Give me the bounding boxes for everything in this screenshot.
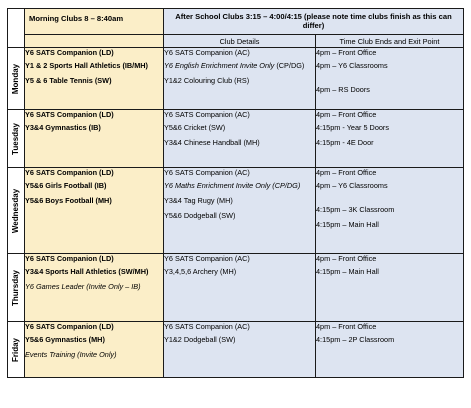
- club-name-text: Y3&4 Tag Rugy (MH): [164, 195, 233, 205]
- club-name-text: Y1&2 Colouring Club (RS): [164, 75, 250, 85]
- day-label-cell: [8, 110, 25, 168]
- club-details-header: Club Details: [164, 35, 316, 48]
- time-exit-item: 4pm – Y6 Classrooms: [316, 60, 388, 70]
- after-school-club-item: [164, 48, 315, 59]
- club-details-cell: [164, 48, 316, 110]
- time-exit-item: 4pm – Front Office: [316, 322, 377, 332]
- day-label-cell: [8, 254, 25, 322]
- invite-only-club-text: Y6 English Enrichment Invite Only: [164, 60, 275, 70]
- after-school-header: After School Clubs 3:15 – 4:00/4:15 (please note time clubs finish as this can differ): [164, 9, 464, 35]
- after-school-club-item: [164, 76, 315, 87]
- club-details-cell: [164, 168, 316, 254]
- club-details-cell: [164, 254, 316, 322]
- club-name-text: Y6 SATS Companion (AC): [164, 110, 250, 120]
- time-exit-cell: [316, 48, 464, 110]
- club-name-text: Y1&2 Dodgeball (SW): [164, 334, 236, 344]
- time-exit-item: 4pm – Front Office: [316, 254, 377, 264]
- day-label: Friday: [11, 337, 21, 362]
- morning-club-item: Y6 SATS Companion (LD): [25, 254, 114, 264]
- after-school-club-item: [164, 322, 315, 333]
- club-name-text: Y6 SATS Companion (AC): [164, 254, 250, 264]
- day-label-cell: [8, 322, 25, 378]
- morning-club-item: Y6 SATS Companion (LD): [25, 110, 114, 120]
- morning-club-item: Y5&6 Boys Football (MH): [25, 195, 112, 205]
- after-school-club-item: [164, 181, 315, 192]
- club-details-cell: [164, 322, 316, 378]
- morning-club-item: Y6 SATS Companion (LD): [25, 322, 114, 332]
- time-exit-item: 4pm – Front Office: [316, 110, 377, 120]
- morning-club-item: Y5&6 Gymnastics (MH): [25, 334, 105, 344]
- club-staff-initials: (CP/DG): [274, 60, 305, 70]
- club-name-text: Y6 SATS Companion (AC): [164, 322, 250, 332]
- morning-clubs-cell: [25, 322, 164, 378]
- after-school-club-item: [164, 254, 315, 265]
- after-school-club-item: [164, 61, 315, 72]
- time-exit-header: Time Club Ends and Exit Point: [316, 35, 464, 48]
- time-exit-item: 4:15pm – Main Hall: [316, 266, 379, 276]
- morning-clubs-cell: [25, 110, 164, 168]
- corner-cell: [8, 9, 25, 48]
- morning-subheader-blank: [25, 35, 164, 48]
- invite-only-club-text: Y6 Maths Enrichment Invite Only (CP/DG): [164, 180, 301, 190]
- after-school-club-item: [164, 267, 315, 278]
- club-name-text: Y5&6 Dodgeball (SW): [164, 210, 236, 220]
- morning-club-item: Y6 SATS Companion (LD): [25, 168, 114, 178]
- time-exit-item: 4pm – Y6 Classrooms: [316, 180, 388, 190]
- morning-club-item: Y3&4 Gymnastics (IB): [25, 122, 101, 132]
- club-name-text: Y3,4,5,6 Archery (MH): [164, 266, 237, 276]
- club-name-text: Y5&6 Cricket (SW): [164, 122, 226, 132]
- time-exit-cell: [316, 168, 464, 254]
- club-name-text: Y3&4 Chinese Handball (MH): [164, 137, 260, 147]
- time-exit-cell: [316, 322, 464, 378]
- morning-clubs-header: Morning Clubs 8 – 8:40am: [25, 9, 164, 35]
- after-school-club-item: [164, 335, 315, 346]
- day-label: Monday: [11, 63, 21, 94]
- morning-club-item: Y6 SATS Companion (LD): [25, 48, 114, 58]
- header-row: [8, 9, 464, 35]
- time-exit-item: 4pm – RS Doors: [316, 84, 370, 94]
- after-school-club-item: [164, 211, 315, 222]
- time-exit-cell: [316, 110, 464, 168]
- day-row-wednesday: [8, 168, 464, 254]
- club-name-text: Y6 SATS Companion (AC): [164, 168, 250, 178]
- time-exit-item: 4:15pm - 4E Door: [316, 137, 374, 147]
- time-exit-item: 4:15pm - Year 5 Doors: [316, 122, 390, 132]
- day-label-cell: [8, 168, 25, 254]
- morning-clubs-cell: [25, 48, 164, 110]
- morning-clubs-cell: [25, 254, 164, 322]
- day-row-monday: [8, 48, 464, 110]
- morning-club-item: Y5&6 Girls Football (IB): [25, 180, 107, 190]
- day-label: Wednesday: [11, 188, 21, 233]
- day-label: Tuesday: [11, 122, 21, 155]
- after-school-club-item: [164, 123, 315, 134]
- day-row-tuesday: [8, 110, 464, 168]
- time-exit-item: 4:15pm – 2P Classroom: [316, 334, 395, 344]
- day-row-thursday: [8, 254, 464, 322]
- time-exit-item: 4pm – Front Office: [316, 168, 377, 178]
- club-name-text: Y6 SATS Companion (AC): [164, 48, 250, 58]
- time-exit-item: 4pm – Front Office: [316, 48, 377, 58]
- day-label-cell: [8, 48, 25, 110]
- time-exit-item: 4:15pm – Main Hall: [316, 219, 379, 229]
- morning-clubs-cell: [25, 168, 164, 254]
- morning-club-item: Y1 & 2 Sports Hall Athletics (IB/MH): [25, 60, 148, 70]
- morning-club-item: Y3&4 Sports Hall Athletics (SW/MH): [25, 266, 149, 276]
- after-school-club-item: [164, 110, 315, 121]
- day-row-friday: [8, 322, 464, 378]
- after-school-club-item: [164, 168, 315, 179]
- time-exit-cell: [316, 254, 464, 322]
- day-label: Thursday: [11, 269, 21, 306]
- morning-club-item: Y5 & 6 Table Tennis (SW): [25, 75, 112, 85]
- club-timetable: [7, 8, 464, 378]
- after-school-club-item: [164, 196, 315, 207]
- morning-club-item: Events Training (Invite Only): [25, 349, 117, 359]
- time-exit-item: 4:15pm – 3K Classroom: [316, 204, 395, 214]
- subheader-row: [8, 35, 464, 48]
- club-details-cell: [164, 110, 316, 168]
- morning-club-item: Y6 Games Leader (Invite Only – IB): [25, 281, 141, 291]
- after-school-club-item: [164, 138, 315, 149]
